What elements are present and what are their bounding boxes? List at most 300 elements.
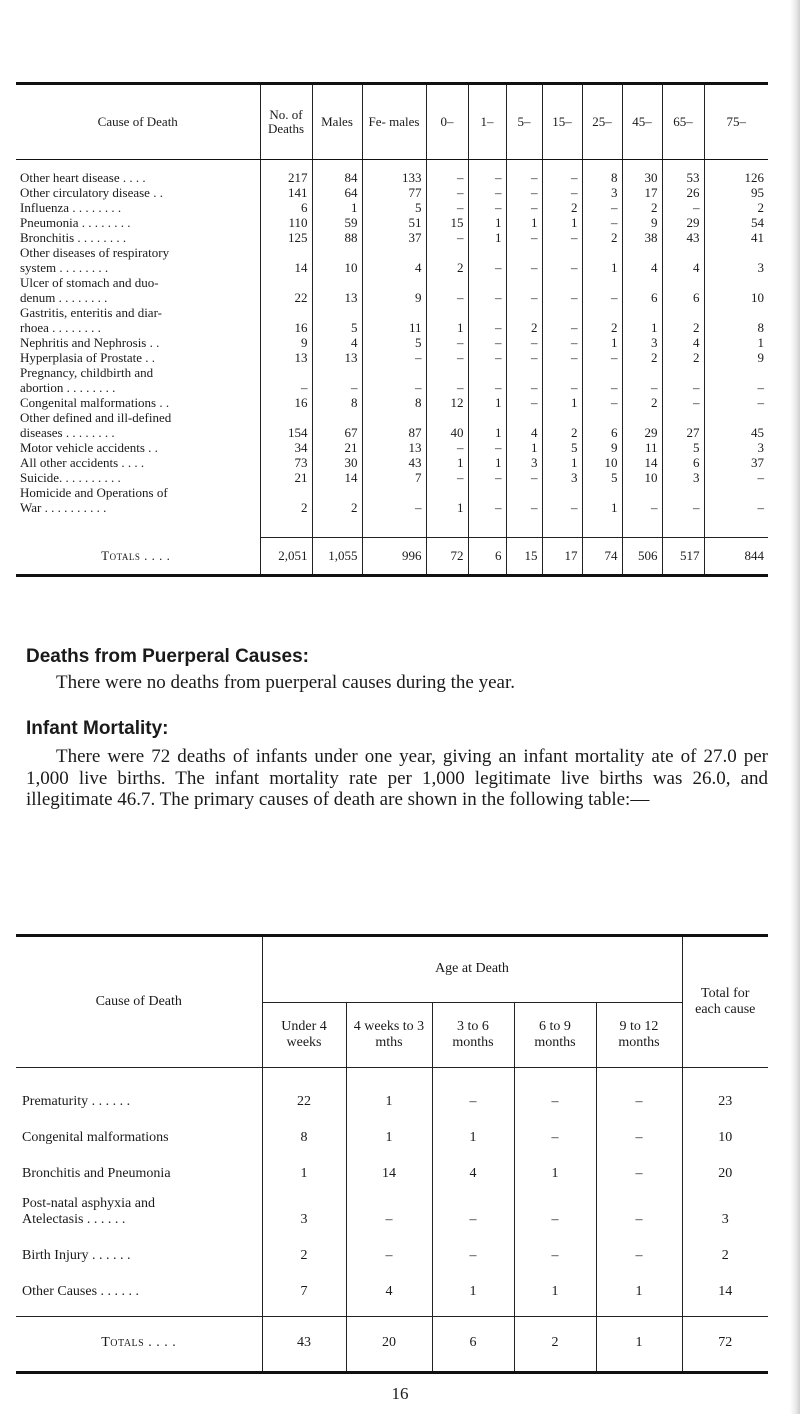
value-cell: 7 — [262, 1266, 346, 1302]
value-cell: 125 — [260, 230, 312, 245]
value-cell: 16 — [260, 305, 312, 335]
value-cell: 3 — [704, 245, 768, 275]
value-cell: 17 — [622, 185, 662, 200]
value-cell: 8 — [262, 1112, 346, 1148]
value-cell: 2 — [582, 305, 622, 335]
table2-totals-row — [16, 1317, 768, 1373]
value-cell: 2 — [542, 410, 582, 440]
value-cell: 6 — [662, 275, 704, 305]
value-cell: 2 — [506, 305, 542, 335]
value-cell: 2 — [662, 350, 704, 365]
total-cell: 996 — [362, 538, 426, 576]
table1-col-header: Males — [312, 84, 362, 160]
spacer-cell — [506, 515, 542, 538]
value-cell: – — [426, 200, 468, 215]
value-cell: – — [596, 1148, 682, 1184]
value-cell: 5 — [542, 440, 582, 455]
total-cell: 2 — [514, 1317, 596, 1373]
spacer-cell — [514, 1068, 596, 1077]
total-cell: 72 — [426, 538, 468, 576]
cause-cell — [16, 410, 260, 440]
value-cell: – — [506, 275, 542, 305]
value-cell: – — [260, 365, 312, 395]
table1-col-header: Cause of Death — [16, 84, 260, 160]
value-cell: – — [704, 485, 768, 515]
infant-mortality-text: There were 72 deaths of infants under one year, giving an infant mortality ate of 27.0 per 1,000 live births. The infant mortality rate per 1,000 legitimate live births was 26.0, and illegitimate 46.7. The primary causes of death are shown in the following table:— — [26, 746, 768, 810]
cause-text: Prematurity . . . . . . — [22, 1094, 131, 1109]
value-cell: – — [704, 395, 768, 410]
value-cell: 8 — [312, 395, 362, 410]
table1-col-header: 25– — [582, 84, 622, 160]
table2-total-header — [682, 936, 768, 1068]
value-cell: – — [582, 350, 622, 365]
value-cell: – — [426, 160, 468, 186]
value-cell: – — [432, 1184, 514, 1230]
value-cell: – — [596, 1112, 682, 1148]
value-cell: 37 — [362, 230, 426, 245]
value-cell: 22 — [260, 275, 312, 305]
value-cell: 2 — [622, 395, 662, 410]
table1-col-header: 0– — [426, 84, 468, 160]
cause-cell — [16, 245, 260, 275]
value-cell: 40 — [426, 410, 468, 440]
spacer-cell — [16, 515, 260, 538]
value-cell: 1 — [622, 305, 662, 335]
table-row — [16, 305, 768, 335]
total-cell: 6 — [468, 538, 506, 576]
value-cell: 10 — [704, 275, 768, 305]
value-cell: 6 — [662, 455, 704, 470]
value-cell: 21 — [260, 470, 312, 485]
value-cell: 1 — [542, 395, 582, 410]
value-cell: 7 — [362, 470, 426, 485]
value-cell: 1 — [582, 485, 622, 515]
table1-col-header: 65– — [662, 84, 704, 160]
value-cell: 4 — [662, 245, 704, 275]
value-cell: 29 — [662, 215, 704, 230]
value-cell: 11 — [622, 440, 662, 455]
value-cell: – — [506, 200, 542, 215]
value-cell: 9 — [704, 350, 768, 365]
table1-col-header: 5– — [506, 84, 542, 160]
value-cell: – — [582, 215, 622, 230]
value-cell: – — [582, 200, 622, 215]
value-cell: 3 — [704, 440, 768, 455]
value-cell: 13 — [362, 440, 426, 455]
value-cell: – — [514, 1076, 596, 1112]
cause-cell — [16, 160, 260, 186]
value-cell: 1 — [426, 455, 468, 470]
cause-cell — [16, 1230, 262, 1266]
spacer-cell — [704, 515, 768, 538]
table1-col-header: 75– — [704, 84, 768, 160]
value-cell: – — [468, 470, 506, 485]
value-cell: – — [362, 350, 426, 365]
cause-text: abortion . . . . . . . . — [20, 380, 116, 395]
cause-text: diseases . . . . . . . . — [20, 425, 115, 440]
value-cell: 21 — [312, 440, 362, 455]
value-cell: – — [468, 245, 506, 275]
cause-text: Suicide. . . . . . . . . . — [20, 470, 121, 485]
table1-col-header: 1– — [468, 84, 506, 160]
table-row — [16, 455, 768, 470]
value-cell: 154 — [260, 410, 312, 440]
value-cell: – — [468, 365, 506, 395]
spacer-cell — [582, 515, 622, 538]
value-cell: 8 — [582, 160, 622, 186]
table-row — [16, 200, 768, 215]
table2-age-header: Age at Death — [262, 936, 682, 1003]
value-cell: 3 — [582, 185, 622, 200]
value-cell: 1 — [514, 1148, 596, 1184]
value-cell: 43 — [362, 455, 426, 470]
table-row — [16, 1148, 768, 1184]
value-cell: 54 — [704, 215, 768, 230]
spacer-cell — [622, 515, 662, 538]
value-cell: – — [542, 245, 582, 275]
spacer-cell — [682, 1302, 768, 1317]
spacer-cell — [542, 515, 582, 538]
value-cell: – — [426, 470, 468, 485]
value-cell: – — [506, 365, 542, 395]
value-cell: 1 — [468, 230, 506, 245]
table-row — [16, 440, 768, 455]
spacer-cell — [262, 1302, 346, 1317]
value-cell: – — [542, 305, 582, 335]
spacer-row — [16, 1302, 768, 1317]
spacer-cell — [682, 1068, 768, 1077]
value-cell: – — [432, 1230, 514, 1266]
cause-text: War . . . . . . . . . . — [20, 500, 107, 515]
cause-text: system . . . . . . . . — [20, 260, 109, 275]
value-cell: 4 — [622, 245, 662, 275]
cause-text: Bronchitis and Pneumonia — [22, 1166, 171, 1181]
total-cell: 6 — [432, 1317, 514, 1373]
spacer-cell — [362, 515, 426, 538]
total-cell: 517 — [662, 538, 704, 576]
value-cell: 1 — [514, 1266, 596, 1302]
cause-text: All other accidents . . . . — [20, 455, 145, 470]
table1-col-header: No. of Deaths — [260, 84, 312, 160]
table-row — [16, 275, 768, 305]
value-cell: 2 — [682, 1230, 768, 1266]
cause-text: rhoea . . . . . . . . — [20, 320, 101, 335]
value-cell: – — [622, 365, 662, 395]
value-cell: – — [426, 350, 468, 365]
cause-text: Other circulatory disease . . — [20, 185, 163, 200]
value-cell: 2 — [426, 245, 468, 275]
cause-cell — [16, 1112, 262, 1148]
table-row — [16, 1184, 768, 1230]
value-cell: 2 — [582, 230, 622, 245]
value-cell: 1 — [582, 335, 622, 350]
value-cell: – — [506, 395, 542, 410]
value-cell: – — [542, 230, 582, 245]
cause-cell — [16, 1076, 262, 1112]
value-cell: 51 — [362, 215, 426, 230]
value-cell: 1 — [542, 455, 582, 470]
value-cell: – — [582, 395, 622, 410]
cause-text: Post-natal asphyxia and — [22, 1196, 155, 1211]
value-cell: – — [542, 160, 582, 186]
value-cell: 5 — [362, 200, 426, 215]
value-cell: 4 — [362, 245, 426, 275]
table1-header-row — [16, 84, 768, 160]
cause-text: Pregnancy, childbirth and — [20, 365, 154, 380]
value-cell: 3 — [262, 1184, 346, 1230]
spacer-row — [16, 515, 768, 538]
total-cell: 2,051 — [260, 538, 312, 576]
value-cell: – — [426, 275, 468, 305]
spacer-cell — [596, 1068, 682, 1077]
value-cell: 2 — [622, 350, 662, 365]
value-cell: – — [704, 365, 768, 395]
value-cell: 30 — [622, 160, 662, 186]
value-cell: 9 — [362, 275, 426, 305]
table2-cause-header: Cause of Death — [95, 993, 182, 1009]
table-row — [16, 230, 768, 245]
value-cell: 2 — [312, 485, 362, 515]
value-cell: 4 — [312, 335, 362, 350]
value-cell: 3 — [662, 470, 704, 485]
value-cell: 1 — [506, 440, 542, 455]
table-row — [16, 1076, 768, 1112]
value-cell: 1 — [262, 1148, 346, 1184]
value-cell: – — [426, 440, 468, 455]
table1-col-header: 45– — [622, 84, 662, 160]
age-col-header: Under 4 weeks — [262, 1002, 346, 1068]
cause-text: Other diseases of respiratory — [20, 245, 170, 260]
spacer-cell — [312, 515, 362, 538]
value-cell: 1 — [582, 245, 622, 275]
infant-deaths-table — [16, 934, 768, 1374]
spacer-cell — [468, 515, 506, 538]
value-cell: – — [432, 1076, 514, 1112]
cause-text: Other defined and ill-defined — [20, 410, 172, 425]
value-cell: 15 — [426, 215, 468, 230]
spacer-cell — [426, 515, 468, 538]
total-cell: 20 — [346, 1317, 432, 1373]
value-cell: 1 — [468, 455, 506, 470]
value-cell: 1 — [432, 1112, 514, 1148]
page-edge-shadow — [790, 0, 800, 1414]
total-cell: 1,055 — [312, 538, 362, 576]
value-cell: – — [426, 365, 468, 395]
cause-cell — [16, 395, 260, 410]
value-cell: 64 — [312, 185, 362, 200]
cause-cell — [16, 305, 260, 335]
value-cell: – — [312, 365, 362, 395]
spacer-row — [16, 1068, 768, 1077]
value-cell: – — [506, 470, 542, 485]
value-cell: 26 — [662, 185, 704, 200]
value-cell: – — [468, 350, 506, 365]
age-col-header: 3 to 6 months — [432, 1002, 514, 1068]
value-cell: 37 — [704, 455, 768, 470]
value-cell: 3 — [682, 1184, 768, 1230]
value-cell: 14 — [622, 455, 662, 470]
cause-text: Bronchitis . . . . . . . . — [20, 230, 127, 245]
value-cell: 1 — [468, 215, 506, 230]
value-cell: – — [514, 1112, 596, 1148]
value-cell: 27 — [662, 410, 704, 440]
cause-cell — [16, 350, 260, 365]
cause-cell — [16, 1266, 262, 1302]
value-cell: – — [468, 305, 506, 335]
value-cell: 2 — [622, 200, 662, 215]
table1-totals-row — [16, 538, 768, 576]
value-cell: 8 — [704, 305, 768, 335]
value-cell: 2 — [260, 485, 312, 515]
value-cell: 10 — [312, 245, 362, 275]
value-cell: 12 — [426, 395, 468, 410]
spacer-cell — [346, 1302, 432, 1317]
value-cell: 6 — [260, 200, 312, 215]
value-cell: 6 — [582, 410, 622, 440]
value-cell: – — [346, 1230, 432, 1266]
value-cell: 1 — [426, 485, 468, 515]
value-cell: 1 — [432, 1266, 514, 1302]
value-cell: 87 — [362, 410, 426, 440]
value-cell: 11 — [362, 305, 426, 335]
value-cell: 1 — [468, 395, 506, 410]
value-cell: 5 — [362, 335, 426, 350]
value-cell: 4 — [346, 1266, 432, 1302]
value-cell: 9 — [622, 215, 662, 230]
table-row — [16, 160, 768, 186]
value-cell: – — [468, 185, 506, 200]
value-cell: 16 — [260, 395, 312, 410]
total-cell: 74 — [582, 538, 622, 576]
value-cell: 30 — [312, 455, 362, 470]
value-cell: 22 — [262, 1076, 346, 1112]
value-cell: – — [542, 485, 582, 515]
value-cell: 4 — [506, 410, 542, 440]
value-cell: 2 — [542, 200, 582, 215]
cause-cell — [16, 1148, 262, 1184]
table-row — [16, 215, 768, 230]
spacer-cell — [260, 515, 312, 538]
cause-text: Congenital malformations . . — [20, 395, 170, 410]
total-cell: 17 — [542, 538, 582, 576]
cause-text: Motor vehicle accidents . . — [20, 440, 158, 455]
value-cell: – — [468, 335, 506, 350]
value-cell: 84 — [312, 160, 362, 186]
value-cell: 5 — [662, 440, 704, 455]
value-cell: 1 — [346, 1112, 432, 1148]
value-cell: 73 — [260, 455, 312, 470]
value-cell: – — [468, 440, 506, 455]
value-cell: 95 — [704, 185, 768, 200]
cause-text: Gastritis, enteritis and diar- — [20, 305, 162, 320]
value-cell: 14 — [346, 1148, 432, 1184]
value-cell: – — [362, 485, 426, 515]
value-cell: – — [426, 230, 468, 245]
deaths-by-cause-table — [16, 82, 768, 577]
value-cell: 38 — [622, 230, 662, 245]
cause-text: Pneumonia . . . . . . . . — [20, 215, 131, 230]
spacer-cell — [262, 1068, 346, 1077]
table-row — [16, 395, 768, 410]
value-cell: – — [542, 185, 582, 200]
value-cell: – — [622, 485, 662, 515]
value-cell: 6 — [622, 275, 662, 305]
table-row — [16, 365, 768, 395]
value-cell: – — [662, 365, 704, 395]
value-cell: – — [542, 350, 582, 365]
value-cell: – — [506, 335, 542, 350]
value-cell: – — [582, 275, 622, 305]
value-cell: 77 — [362, 185, 426, 200]
value-cell: – — [596, 1076, 682, 1112]
cause-cell — [16, 230, 260, 245]
value-cell: 3 — [622, 335, 662, 350]
table-row — [16, 245, 768, 275]
table-row — [16, 1112, 768, 1148]
cause-text: Ulcer of stomach and duo- — [20, 275, 159, 290]
value-cell: – — [704, 470, 768, 485]
total-cell: 1 — [596, 1317, 682, 1373]
value-cell: 133 — [362, 160, 426, 186]
value-cell: 34 — [260, 440, 312, 455]
value-cell: – — [506, 185, 542, 200]
value-cell: – — [596, 1184, 682, 1230]
value-cell: – — [506, 230, 542, 245]
totals-label: Totals . . . . — [101, 547, 171, 563]
table-row — [16, 470, 768, 485]
value-cell: – — [346, 1184, 432, 1230]
table-row — [16, 1230, 768, 1266]
age-col-header: 4 weeks to 3 mths — [346, 1002, 432, 1068]
value-cell: – — [468, 485, 506, 515]
cause-text: Hyperplasia of Prostate . . — [20, 350, 156, 365]
total-cell: 43 — [262, 1317, 346, 1373]
puerperal-heading: Deaths from Puerperal Causes: — [26, 646, 309, 667]
value-cell: 88 — [312, 230, 362, 245]
puerperal-text: There were no deaths from puerperal causes during the year. — [56, 672, 515, 693]
value-cell: 1 — [312, 200, 362, 215]
value-cell: 67 — [312, 410, 362, 440]
value-cell: – — [468, 200, 506, 215]
spacer-cell — [16, 1302, 262, 1317]
value-cell: 5 — [312, 305, 362, 335]
cause-cell — [16, 1184, 262, 1230]
value-cell: – — [362, 365, 426, 395]
spacer-cell — [16, 1068, 262, 1077]
cause-text: Birth Injury . . . . . . — [22, 1248, 131, 1263]
totals-label: Totals . . . . — [16, 1317, 262, 1373]
value-cell: 23 — [682, 1076, 768, 1112]
total-cell: 844 — [704, 538, 768, 576]
value-cell: 3 — [542, 470, 582, 485]
value-cell: 110 — [260, 215, 312, 230]
value-cell: 14 — [682, 1266, 768, 1302]
table-row — [16, 185, 768, 200]
value-cell: 8 — [362, 395, 426, 410]
table-row — [16, 485, 768, 515]
value-cell: 10 — [582, 455, 622, 470]
value-cell: 14 — [260, 245, 312, 275]
cause-text: Congenital malformations — [22, 1130, 169, 1145]
value-cell: 13 — [260, 350, 312, 365]
value-cell: – — [514, 1184, 596, 1230]
cause-cell — [16, 485, 260, 515]
value-cell: 14 — [312, 470, 362, 485]
table-row — [16, 335, 768, 350]
value-cell: 59 — [312, 215, 362, 230]
cause-text: Nephritis and Nephrosis . . — [20, 335, 160, 350]
cause-text: Other Causes . . . . . . — [22, 1284, 140, 1299]
